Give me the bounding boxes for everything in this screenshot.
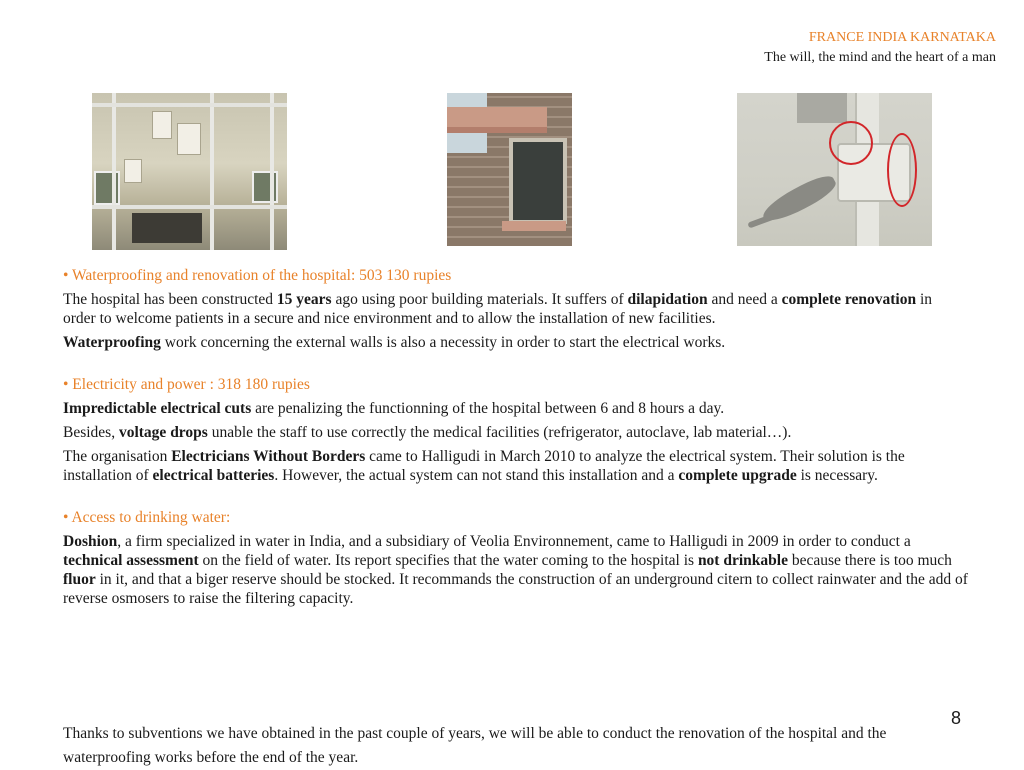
paragraph: Waterproofing work concerning the external walls is also a necessity in order to start the electrical works. bbox=[63, 334, 726, 351]
red-wire bbox=[887, 133, 917, 207]
glass-partition-frame bbox=[92, 205, 287, 209]
wall-poster bbox=[124, 159, 142, 183]
electrical-box-gecko-photo bbox=[737, 93, 932, 246]
red-wire bbox=[829, 121, 873, 165]
section-title-electricity: • Electricity and power : 318 180 rupies bbox=[63, 376, 310, 393]
glass-partition-frame bbox=[112, 93, 116, 250]
slide-header bbox=[764, 28, 996, 68]
hospital-interior-photo bbox=[92, 93, 287, 250]
desk bbox=[132, 213, 202, 243]
interior-window bbox=[94, 171, 120, 205]
paragraph: Doshion, a firm specialized in water in India, and a subsidiary of Veolia Environnement, came to Halligudi in 2009 in order to conduct a technical assessment on the field of water. Its report specifies that the water coming to the hospital is not drinkable because there is too much fluor in it, and that a biger reserve should be stocked. It recommands the construction of an underground citern to collect rainwater and the add of reverse osmosers to raise the filtering capacity. bbox=[63, 533, 968, 607]
organization-title: FRANCE INDIA KARNATAKA bbox=[808, 30, 996, 45]
paragraph: The hospital has been constructed 15 years ago using poor building materials. It suffers of dilapidation and need a complete renovation in order to welcome patients in a secure and nice environment and to allow the installation of new facilities. bbox=[63, 291, 933, 327]
wall-poster bbox=[177, 123, 201, 155]
page-number: 8 bbox=[951, 708, 962, 728]
closing-paragraph: Thanks to subventions we have obtained in the past couple of years, we will be able to conduct the renovation of the hospital and the waterproofing works before the end of the year. bbox=[63, 724, 887, 766]
glass-partition-frame bbox=[210, 93, 214, 250]
slide-body bbox=[63, 266, 968, 613]
wall-poster bbox=[152, 111, 172, 139]
glass-partition-frame bbox=[270, 93, 274, 250]
organization-tagline: The will, the mind and the heart of a man bbox=[764, 50, 996, 65]
glass-partition-frame bbox=[92, 103, 287, 107]
paragraph: Impredictable electrical cuts are penalizing the functionning of the hospital between 6 and 8 hours a day. bbox=[63, 400, 725, 417]
electrical-motor bbox=[797, 93, 847, 123]
paragraph: Besides, voltage drops unable the staff to use correctly the medical facilities (refrigerator, autoclave, lab material…). bbox=[63, 424, 792, 441]
section-title-water: • Access to drinking water: bbox=[63, 509, 231, 526]
section-title-waterproofing: • Waterproofing and renovation of the hospital: 503 130 rupies bbox=[63, 267, 452, 284]
window-awning bbox=[447, 107, 547, 133]
building-exterior-window-photo bbox=[447, 93, 572, 246]
paragraph: The organisation Electricians Without Borders came to Halligudi in March 2010 to analyze the electrical system. Their solution is the installation of electrical batteries. However, the actual system can not stand this installation and a complete upgrade is necessary. bbox=[63, 448, 905, 484]
interior-window bbox=[252, 171, 278, 203]
window-sill bbox=[502, 221, 566, 231]
barred-window bbox=[509, 138, 567, 224]
